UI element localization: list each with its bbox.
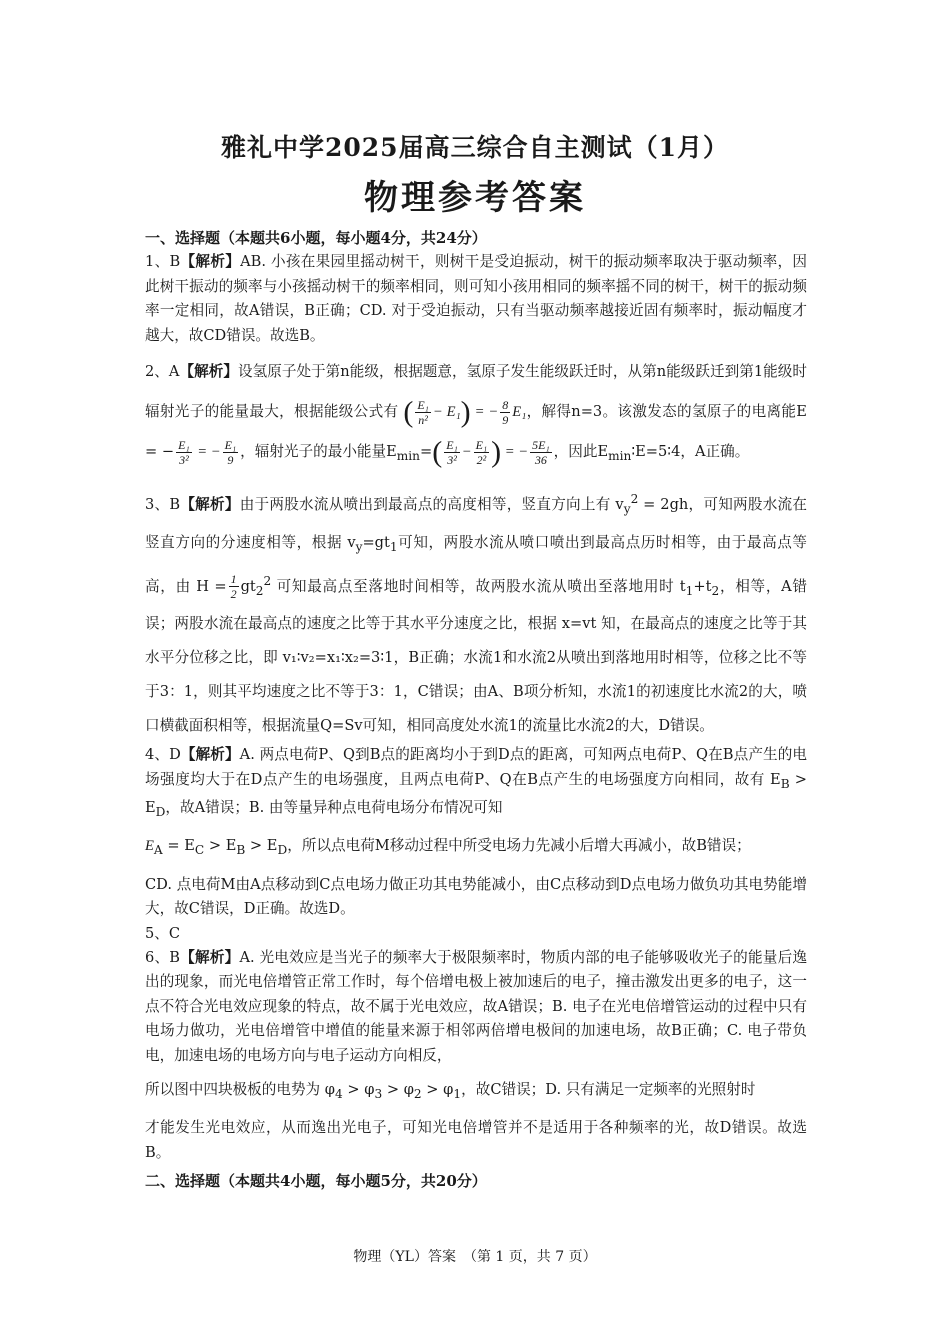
exam-title: 雅礼中学2025届高三综合自主测试（1月）: [221, 133, 729, 162]
answer-title: 物理参考答案: [364, 178, 586, 218]
answer-3: 3、B【解析】由于两股水流从喷出到最高点的高度相等，竖直方向上有 $v_y^2 = 2gh$，可知两股水流在竖直方向的分速度相等，根据 $v_y=gt_1$可知，两股水流从喷口喷出到最高点历时相等，由于最高点等高，由 H = $\frac{1}{2}$ $gt_2^2$ 可知最高点至落地时间相等，故两股水流从喷出至落地用时 $t_1+t_2$，相等，A错误；两股水流在最高点的速度之比等于其水平分速度之比，根据 x=vt 知，在最高点的速度之比等于其水平分位移之比，即 v₁∶v₂=x₁∶x₂=3∶1，B正确；水流1和水流2从喷出到落地用时相等，位移之比不等于3：1，则其平均速度之比不等于3：1，C错误；由A、B项分析知，水流1的初速度比水流2的大，喷口横截面积相等，根据流量Q=Sv可知，相同高度处水流1的流量比水流2的大，D错误。: [145, 491, 807, 735]
answer-4-end: CD. 点电荷M由A点移动到C点电场力做正功其电势能减小，由C点移动到D点电场力做负功其电势能增大，故C错误，D正确。故选D。: [145, 875, 807, 918]
answer-content: [145, 226, 807, 1194]
section-heading-2: 二、选择题（本题共4小题，每小题5分，共20分）: [145, 1172, 487, 1191]
answer-5: 5、C: [145, 924, 181, 942]
answer-1: 1、B【解析】AB. 小孩在果园里摇动树干，则树干是受迫振动，树干的振动频率取决于驱动频率，因此树干振动的频率与小孩摇动树干的频率相同，则可知小孩用相同的频率摇不同的树干，树干的振动频率一定相同，故A错误，B正确；CD. 对于受迫振动，只有当驱动频率越接近固有频率时，振动幅度才越大，故CD错误。故选B。: [145, 253, 807, 344]
page-footer: 物理（YL）答案 （第 1 页，共 7 页）: [353, 1249, 597, 1265]
answer-6-end: 才能发生光电效应，从而逸出光电子，可知光电倍增管并不是适用于各种频率的光，故D错误。故选B。: [145, 1119, 807, 1161]
section-heading-1: 一、选择题（本题共6小题，每小题4分，共24分）: [145, 229, 487, 247]
formula-energy-level: ( $\frac{\text{E₁}}{\text{n²}}$ − E₁) = − $\frac{8}{9}$ E₁: [403, 395, 527, 429]
answer-4-cont: $E_A = E_C > E_B > E_D$，所以点电荷M移动过程中所受电场力先减小后增大再减小，故B错误；: [145, 837, 751, 858]
answer-4: 4、D【解析】A. 两点电荷P、Q到B点的距离均小于到D点的距离，可知两点电荷P、Q在B点产生的电场强度均大于在D点产生的电场强度，且两点电荷P、Q在B点产生的电场强度方向相同，故有 $E_B > E_D$，故A错误；B. 由等量异种点电荷电场分布情况可知: [145, 746, 807, 819]
answer-6: 6、B【解析】A. 光电效应是当光子的频率大于极限频率时，物质内部的电子能够吸收光子的能量后逸出的现象，而光电倍增管正常工作时，每个倍增电极上被加速后的电子，撞击激发出更多的电子，这一点不符合光电效应现象的特点，故不属于光电效应，故A错误；B. 电子在光电倍增管运动的过程中只有电场力做功，光电倍增管中增值的能量来源于相邻两倍增电极间的加速电场，故B正确；C. 电子带负电，加速电场的电场方向与电子运动方向相反，: [145, 948, 807, 1064]
answer-2: 2、A【解析】设氢原子处于第n能级，根据题意，氢原子发生能级跃迁时，从第n能级跃迁到第1能级时辐射光子的能量最大，根据能级公式有 ( $\frac{\text{E₁}}{\text{n²}}$ − E₁) = − $\frac{8}{9}$ E₁，解得n=3。该激发态的氢原子的电离能E = − $\frac{\text{E₁}}{\text{3²}}$ = − $\frac{\text{E₁}}{9}$ ，辐射光子的最小能量$E_{min}=$( $\frac{\text{E₁}}{\text{3²}}$ − $\frac{\text{E₁}}{\text{2²}}$ ) = − $\frac{\text{5E₁}}{36}$ ，因此$E_{min}∶E=5∶4$，A正确。: [145, 363, 807, 469]
answer-6-cont: 所以图中四块极板的电势为 $\varphi_4 > \varphi_3 > \varphi_2 > \varphi_1$，故C错误；D. 只有满足一定频率的光照射时: [145, 1080, 756, 1101]
